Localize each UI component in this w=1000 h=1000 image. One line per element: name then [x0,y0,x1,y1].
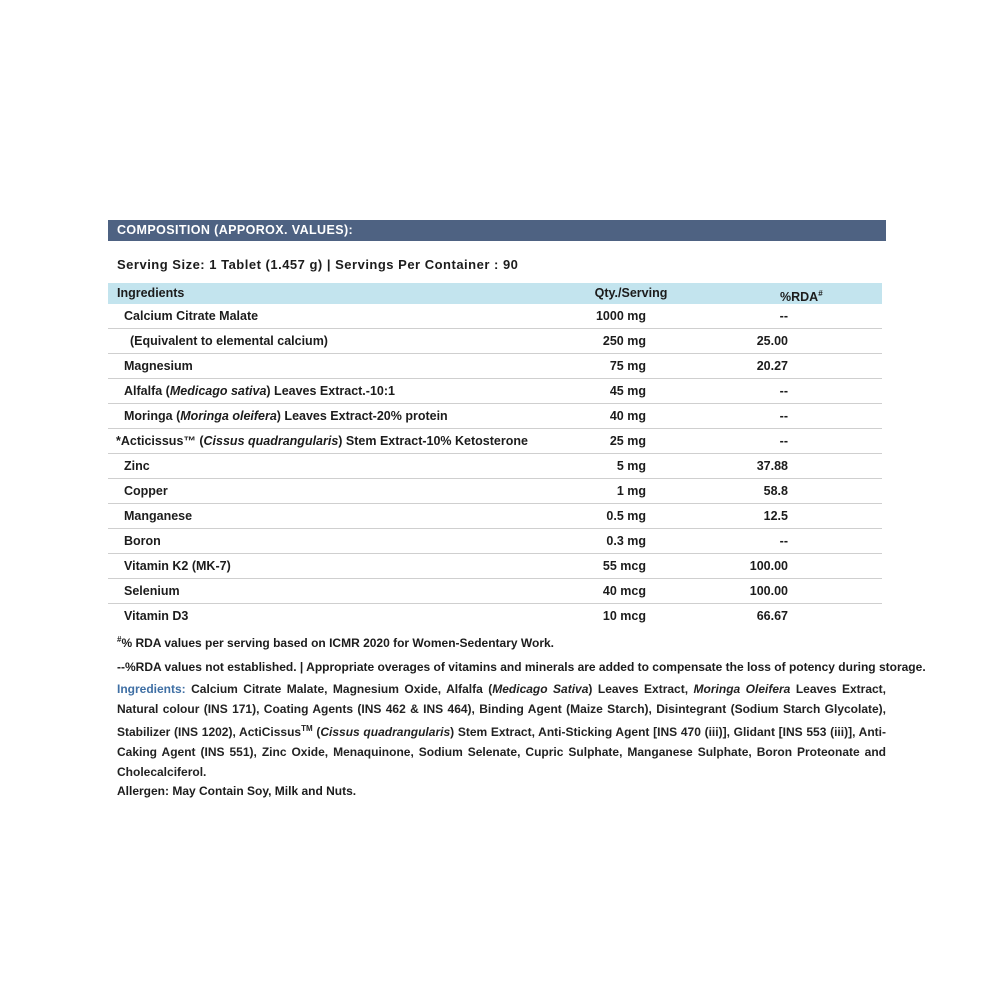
rda-header-mark: # [818,289,823,298]
ingredient-botanical-name: Medicago sativa [169,384,267,398]
ingredient-rda: -- [779,309,788,323]
ingredient-name [108,529,554,553]
ingredient-rda: 12.5 [763,509,788,523]
ingredient-name [108,429,554,453]
ingredient-name-text: Boron [124,534,161,548]
ingredient-qty: 0.3 mg [606,534,646,548]
ingredient-rda: 25.00 [756,334,788,348]
ingredient-name [108,554,554,578]
table-row [108,304,882,329]
table-body [108,304,882,628]
ingredients-tm: TM [301,724,313,733]
ingredient-name-text: Vitamin K2 (MK-7) [124,559,231,573]
ingredient-name [108,404,554,428]
ingredient-rda: 100.00 [749,584,788,598]
ingredient-rda: 66.67 [756,609,788,623]
ingredient-rda: 58.8 [763,484,788,498]
ingredient-rda: -- [779,384,788,398]
column-header-ingredients: Ingredients [117,286,185,300]
ingredient-name [108,504,554,528]
ingredient-name-text: Alfalfa ( [124,384,170,398]
rda-footnote [117,630,886,653]
table-header-row [108,283,882,304]
ingredient-name-text: (Equivalent to elemental calcium) [130,334,328,348]
ingredient-name [108,579,554,603]
ingredient-name-text: Zinc [124,459,150,473]
table-row [108,354,882,379]
ingredient-rda: -- [779,434,788,448]
ingredient-name-text: Magnesium [124,359,193,373]
ingredients-italic-2: Moringa Oleifera [693,682,791,696]
ingredient-name-text: Calcium Citrate Malate [124,309,259,323]
ingredient-name [108,454,554,478]
table-row [108,479,882,504]
serving-info: Serving Size: 1 Tablet (1.457 g) | Servings Per Container : 90 [117,257,519,272]
ingredients-text-2: ) Leaves Extract, [588,682,694,696]
ingredients-text-4: ( [312,725,321,739]
ingredients-text-5: ) Stem Extract, Anti-Sticking Agent [INS 470 (iii)], Glidant [INS 553 (iii)], Anti-Caking Agent (INS 551), Zinc Oxide, Menaquinone, Sodium Selenate, Cupric Sulphate, Manganese Sulphate, Boron Proteonate and Cholecalciferol. [117,725,887,779]
ingredient-qty: 55 mcg [602,559,646,573]
composition-table [108,283,882,628]
ingredient-name-text: *Acticissus™ ( [116,434,204,448]
ingredient-name [108,379,554,403]
ingredient-name [108,479,554,503]
composition-panel [108,220,926,800]
ingredients-label: Ingredients: [117,682,186,696]
table-row [108,504,882,529]
ingredient-qty: 0.5 mg [606,509,646,523]
table-row [108,529,882,554]
ingredient-name [108,304,554,328]
notes-block [108,630,926,677]
ingredient-qty: 25 mg [609,434,646,448]
table-row [108,429,882,454]
table-row [108,604,882,628]
ingredient-name [108,354,554,378]
ingredient-name [108,604,554,628]
table-row [108,329,882,354]
ingredient-qty: 40 mcg [602,584,646,598]
ingredients-text-1: Calcium Citrate Malate, Magnesium Oxide, Alfalfa ( [185,682,493,696]
ingredient-rda: 100.00 [749,559,788,573]
table-row [108,379,882,404]
ingredient-qty: 10 mcg [602,609,646,623]
rda-header-label: %RDA [780,290,819,304]
ingredient-name-text: Copper [124,484,168,498]
ingredient-rda: 20.27 [756,359,788,373]
ingredient-qty: 40 mg [609,409,646,423]
column-header-qty: Qty./Serving [594,286,668,300]
ingredient-qty: 1 mg [616,484,646,498]
allergen-note: Allergen: May Contain Soy, Milk and Nuts. [117,784,357,798]
rda-footnote-text: % RDA values per serving based on ICMR 2020 for Women-Sedentary Work. [121,636,555,650]
ingredients-paragraph [108,679,886,782]
ingredients-text-3: Leaves Extract, Natural colour (INS 171), Coating Agents (INS 462 & INS 464), Binding Agent (Maize Starch), Disintegrant (Sodium Starch Glycolate), Stabilizer (INS 1202), ActiCissus [117,682,887,739]
ingredient-name-text: Manganese [124,509,193,523]
ingredient-qty: 5 mg [616,459,646,473]
column-header-rda [694,283,823,304]
ingredient-name-text: Selenium [124,584,180,598]
ingredients-italic-1: Medicago Sativa [492,682,589,696]
ingredients-italic-3: Cissus quadrangularis [320,725,451,739]
ingredient-rda: -- [779,534,788,548]
ingredient-name-text: Vitamin D3 [124,609,189,623]
table-row [108,554,882,579]
ingredient-rda: -- [779,409,788,423]
ingredient-qty: 75 mg [609,359,646,373]
ingredient-name-suffix: ) Stem Extract-10% Ketosterone [338,434,528,448]
ingredient-rda: 37.88 [756,459,788,473]
ingredient-botanical-name: Cissus quadrangularis [203,434,339,448]
ingredient-name-suffix: ) Leaves Extract.-10:1 [266,384,395,398]
ingredient-botanical-name: Moringa oleifera [180,409,277,423]
ingredient-name-text: Moringa ( [124,409,181,423]
ingredient-name-suffix: ) Leaves Extract-20% protein [276,409,448,423]
not-established-note: --%RDA values not established. | Appropriate overages of vitamins and minerals are added to compensate the loss of potency during storage. [117,660,926,674]
ingredient-qty: 45 mg [609,384,646,398]
table-row [108,579,882,604]
ingredient-qty: 250 mg [602,334,646,348]
ingredient-qty: 1000 mg [595,309,646,323]
table-row [108,404,882,429]
rda-footnote-mark: # [117,635,122,644]
composition-header: COMPOSITION (APPOROX. VALUES): [108,220,886,241]
ingredient-name [108,329,554,353]
table-row [108,454,882,479]
